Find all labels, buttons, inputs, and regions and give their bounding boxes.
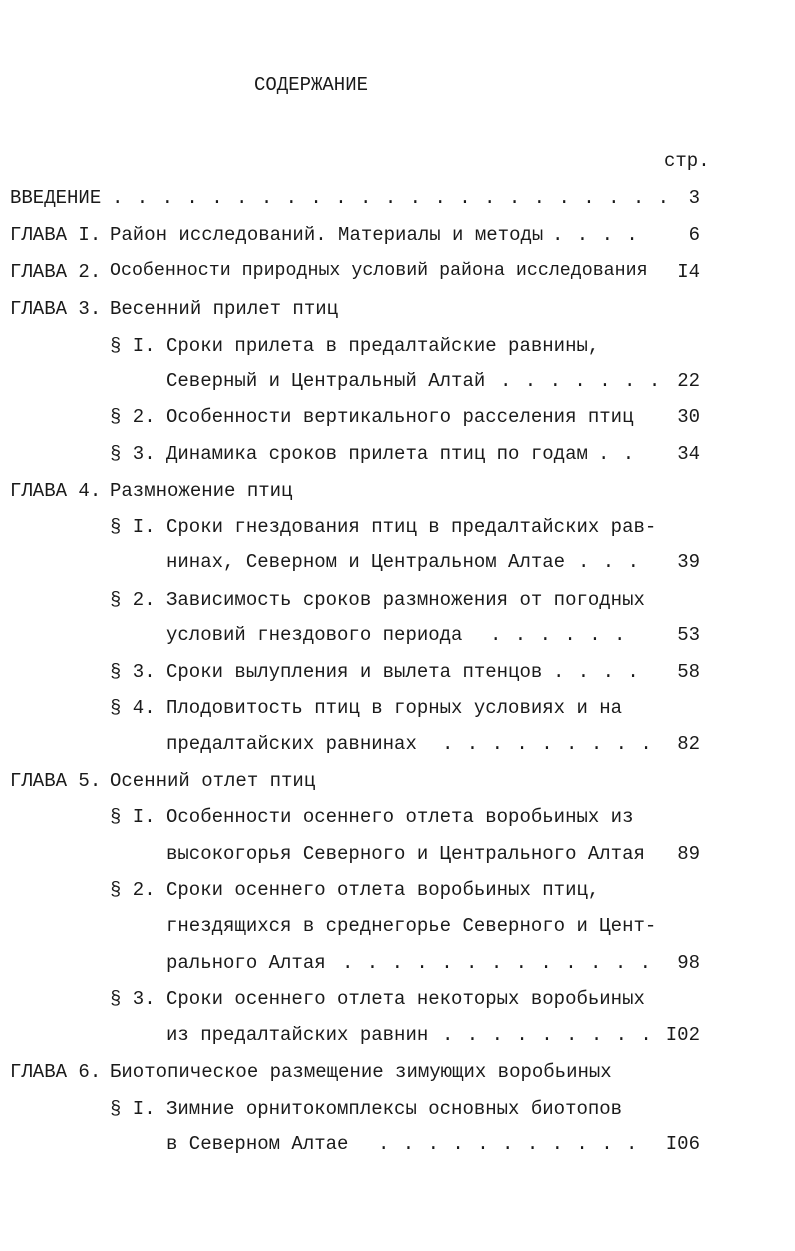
- toc-text-continued: предалтайских равнинах: [166, 733, 417, 755]
- toc-label: § 3.: [110, 443, 156, 465]
- toc-label: ГЛАВА 2.: [10, 261, 102, 283]
- toc-label: ГЛАВА 4.: [10, 480, 102, 502]
- toc-page-number: I02: [665, 1024, 700, 1046]
- toc-text: Сроки осеннего отлета некоторых воробьиных: [166, 988, 645, 1010]
- toc-leader-dots: . . . . . .: [490, 624, 627, 646]
- toc-text: Сроки вылупления и вылета птенцов: [166, 661, 543, 683]
- toc-leader-dots: . . . . . . .: [500, 370, 662, 392]
- toc-page-number: 53: [677, 624, 700, 646]
- toc-page-number: 22: [677, 370, 700, 392]
- toc-leader-dots: . . . . . . . . . . . . .: [342, 952, 653, 974]
- toc-label: § 3.: [110, 661, 156, 683]
- toc-page-number: 82: [677, 733, 700, 755]
- toc-page-number: 3: [688, 187, 700, 209]
- toc-text: Сроки гнездования птиц в предалтайских рав-: [166, 516, 657, 538]
- toc-text: Особенности природных условий района исследования: [110, 261, 648, 281]
- toc-label: § 2.: [110, 879, 156, 901]
- toc-leader-dots: . . . .: [553, 661, 640, 683]
- toc-text: Зимние орнитокомплексы основных биотопов: [166, 1098, 623, 1120]
- toc-leader-dots: . . . .: [552, 224, 639, 246]
- toc-leader-dots: . . .: [578, 551, 641, 573]
- toc-page-number: 6: [688, 224, 700, 246]
- toc-text: Сроки прилета в предалтайские равнины,: [166, 335, 600, 357]
- toc-label: § I.: [110, 516, 156, 538]
- toc-leader-dots: . . . . . . . . . . . . . . . . . . . . . . .: [112, 187, 671, 209]
- toc-page-number: 58: [677, 661, 700, 683]
- toc-title: СОДЕРЖАНИЕ: [253, 74, 369, 96]
- toc-label: ВВЕДЕНИЕ: [10, 187, 102, 209]
- toc-page-number: 89: [677, 843, 700, 865]
- toc-label: § I.: [110, 335, 156, 357]
- toc-text: Биотопическое размещение зимующих воробьиных: [110, 1061, 612, 1083]
- toc-text: Зависимость сроков размножения от погодных: [166, 589, 645, 611]
- toc-text: Осенний отлет птиц: [110, 770, 316, 792]
- toc-text-continued: из предалтайских равнин: [166, 1024, 429, 1046]
- toc-leader-dots: . . . . . . . . .: [442, 733, 653, 755]
- toc-page-number: 98: [677, 952, 700, 974]
- toc-text: Плодовитость птиц в горных условиях и на: [166, 697, 623, 719]
- toc-page-number: 30: [677, 406, 700, 428]
- toc-text: Особенности осеннего отлета воробьиных из: [166, 806, 634, 828]
- toc-label: § I.: [110, 1098, 156, 1120]
- toc-page-number: I06: [665, 1133, 700, 1155]
- toc-text-continued: нинах, Северном и Центральном Алтае: [166, 551, 566, 573]
- toc-text: Район исследований. Материалы и методы: [110, 224, 544, 246]
- toc-label: ГЛАВА 6.: [10, 1061, 102, 1083]
- toc-leader-dots: . . . . . . . . .: [442, 1024, 653, 1046]
- toc-text: Сроки осеннего отлета воробьиных птиц,: [166, 879, 600, 901]
- toc-text: Весенний прилет птиц: [110, 298, 339, 320]
- toc-text-continued: Северный и Центральный Алтай: [166, 370, 486, 392]
- toc-text-continued: рального Алтая: [166, 952, 326, 974]
- toc-text-continued: гнездящихся в среднегорье Северного и Цент-: [166, 915, 657, 937]
- toc-label: § 2.: [110, 589, 156, 611]
- page-column-label: стр.: [664, 150, 710, 172]
- toc-label: ГЛАВА I.: [10, 224, 102, 246]
- toc-text: Особенности вертикального расселения птиц: [166, 406, 634, 428]
- toc-text: Динамика сроков прилета птиц по годам: [166, 443, 588, 465]
- toc-label: § I.: [110, 806, 156, 828]
- toc-leader-dots: . . . . . . . . . . .: [378, 1133, 639, 1155]
- toc-leader-dots: . .: [598, 443, 636, 465]
- toc-text-continued: высокогорья Северного и Центрального Алтая: [166, 843, 645, 865]
- toc-label: § 4.: [110, 697, 156, 719]
- toc-label: ГЛАВА 3.: [10, 298, 102, 320]
- toc-label: § 3.: [110, 988, 156, 1010]
- toc-label: § 2.: [110, 406, 156, 428]
- toc-label: ГЛАВА 5.: [10, 770, 102, 792]
- toc-page-number: 39: [677, 551, 700, 573]
- toc-page-number: 34: [677, 443, 700, 465]
- toc-text-continued: в Северном Алтае: [166, 1133, 349, 1155]
- toc-text-continued: условий гнездового периода: [166, 624, 463, 646]
- toc-text: Размножение птиц: [110, 480, 293, 502]
- toc-page-number: I4: [677, 261, 700, 283]
